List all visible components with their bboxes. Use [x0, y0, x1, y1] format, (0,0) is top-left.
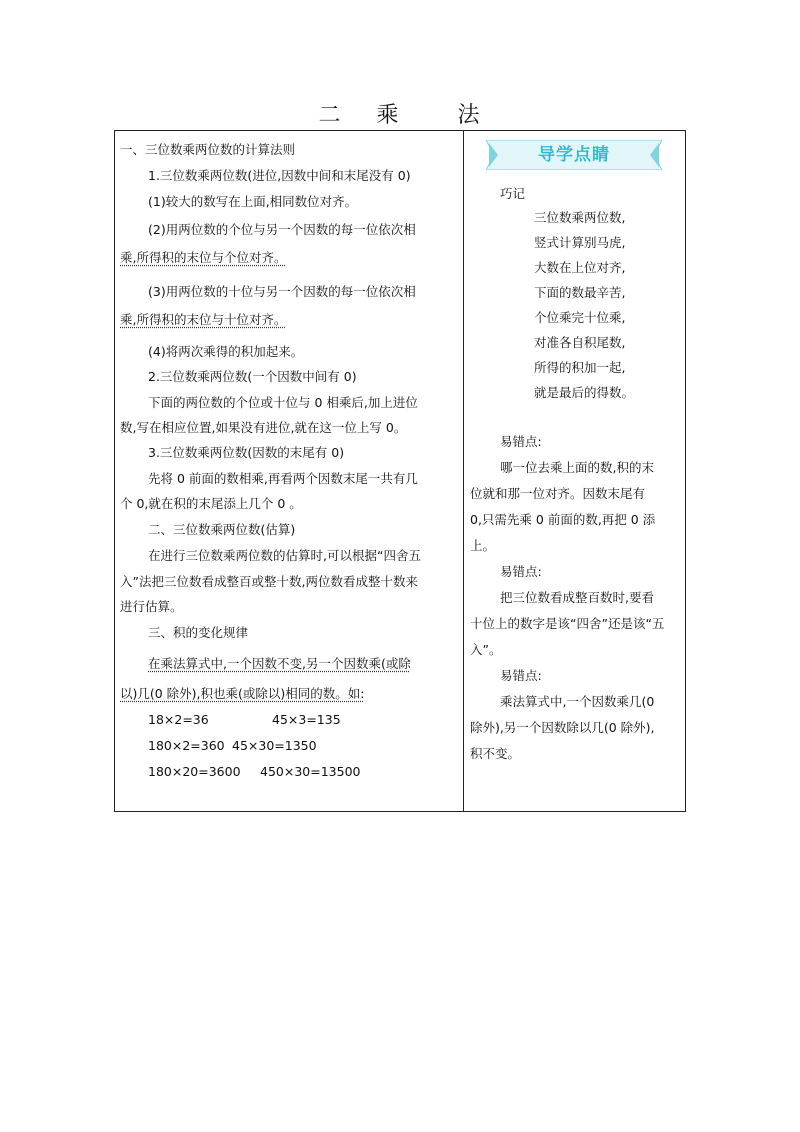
pitfall-text: 十位上的数字是该“四舍”还是该“五 [470, 616, 665, 631]
pitfall-text: 积不变。 [470, 746, 521, 761]
mnemonic-line: 竖式计算别马虎, [534, 235, 626, 250]
rule-text: 在乘法算式中,一个因数不变,另一个因数乘(或除 [148, 656, 411, 671]
title-char: 二 [318, 103, 343, 128]
page-title [0, 98, 800, 129]
pitfall-title: 易错点: [500, 668, 542, 683]
section-heading: 一、三位数乘两位数的计算法则 [120, 142, 296, 157]
rule-text: 先将 0 前面的数相乘,再看两个因数末尾一共有几 [148, 471, 418, 486]
pitfall-text: 把三位数看成整百数时,要看 [500, 590, 654, 605]
mnemonic-line: 大数在上位对齐, [534, 260, 626, 275]
rule-text: 乘,所得积的末位与个位对齐。 [120, 250, 287, 265]
rule-text: 乘,所得积的末位与十位对齐。 [120, 312, 287, 327]
rule-text: 数,写在相应位置,如果没有进位,就在这一位上写 0。 [120, 420, 407, 435]
title-char: 乘 [376, 103, 401, 128]
pitfall-text: 乘法算式中,一个因数乘几(0 [500, 694, 655, 709]
rule-text: 在进行三位数乘两位数的估算时,可以根据“四舍五 [148, 548, 421, 563]
rule-text: (3)用两位数的十位与另一个因数的每一位依次相 [148, 284, 416, 299]
example-formula: 45×30=1350 [232, 738, 317, 753]
mnemonic-line: 下面的数最辛苦, [534, 285, 626, 300]
mnemonic-line: 对准各自积尾数, [534, 335, 626, 350]
mnemonic-line: 就是最后的得数。 [534, 385, 635, 400]
pitfall-title: 易错点: [500, 434, 542, 449]
rule-heading: 1.三位数乘两位数(进位,因数中间和末尾没有 0) [148, 168, 411, 183]
mnemonic-title: 巧记 [500, 186, 526, 201]
banner-title: 导学点睛 [538, 145, 610, 165]
section-heading: 二、三位数乘两位数(估算) [148, 522, 296, 537]
pitfall-text: 位就和那一位对齐。因数末尾有 [470, 486, 646, 501]
title-char: 法 [457, 103, 482, 128]
pitfall-text: 入”。 [470, 642, 502, 657]
mnemonic-line: 三位数乘两位数, [534, 210, 626, 225]
mnemonic-line: 个位乘完十位乘, [534, 310, 626, 325]
rule-text: (1)较大的数写在上面,相同数位对齐。 [148, 194, 358, 209]
rule-text: (2)用两位数的个位与另一个因数的每一位依次相 [148, 222, 416, 237]
rule-text: 个 0,就在积的末尾添上几个 0 。 [120, 496, 302, 511]
rule-text: 进行估算。 [120, 599, 183, 614]
pitfall-text: 哪一位去乘上面的数,积的末 [500, 460, 654, 475]
rule-text: 入”法把三位数看成整百或整十数,两位数看成整十数来 [120, 574, 418, 589]
rule-heading: 2.三位数乘两位数(一个因数中间有 0) [148, 369, 357, 384]
rule-text: 以)几(0 除外),积也乘(或除以)相同的数。如: [120, 686, 365, 701]
pitfall-text: 除外),另一个因数除以几(0 除外), [470, 720, 655, 735]
rule-heading: 3.三位数乘两位数(因数的末尾有 0) [148, 445, 345, 460]
rule-text: 下面的两位数的个位或十位与 0 相乘后,加上进位 [148, 395, 418, 410]
example-formula: 45×3=135 [272, 712, 341, 727]
example-formula: 450×30=13500 [260, 764, 361, 779]
example-formula: 180×2=360 [148, 738, 225, 753]
pitfall-text: 0,只需先乘 0 前面的数,再把 0 添 [470, 512, 656, 527]
pitfall-title: 易错点: [500, 564, 542, 579]
example-formula: 18×2=36 [148, 712, 209, 727]
example-formula: 180×20=3600 [148, 764, 241, 779]
pitfall-text: 上。 [470, 538, 496, 553]
column-divider [463, 130, 464, 812]
rule-text: (4)将两次乘得的积加起来。 [148, 344, 304, 359]
section-heading: 三、积的变化规律 [148, 625, 249, 640]
mnemonic-line: 所得的积加一起, [534, 360, 626, 375]
